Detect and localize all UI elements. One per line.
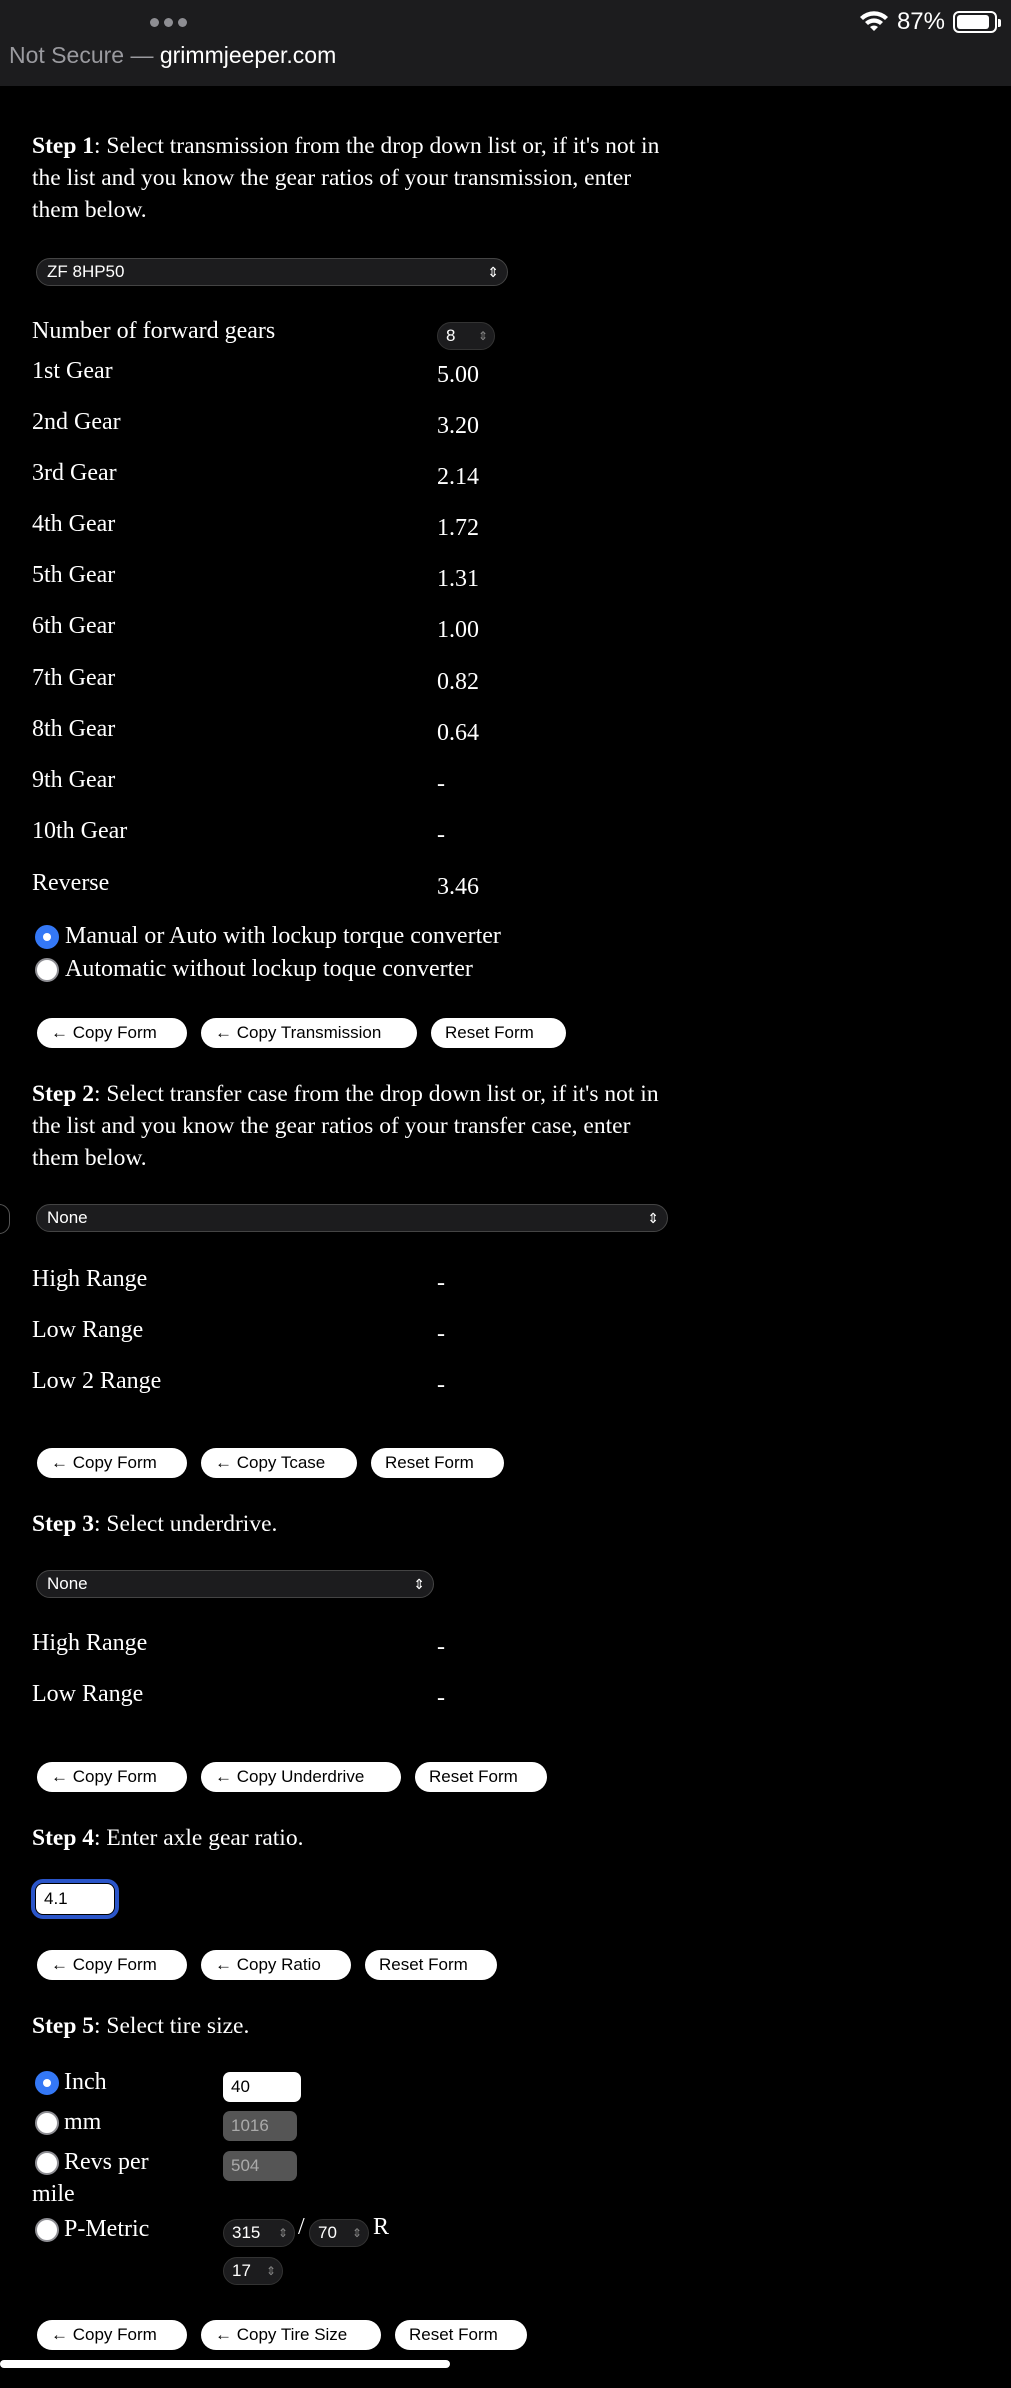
gear-5-label: 5th Gear bbox=[32, 562, 116, 588]
select-chevron-icon: ⇕ bbox=[265, 2264, 276, 2278]
pmetric-r-label: R bbox=[373, 2214, 390, 2240]
home-indicator bbox=[0, 2360, 450, 2368]
forward-gears-label: Number of forward gears bbox=[32, 318, 276, 344]
battery-percent: 87% bbox=[896, 8, 945, 35]
reverse-value[interactable]: 3.46 bbox=[437, 874, 479, 900]
lockup-radio-label: Manual or Auto with lockup torque converter bbox=[65, 923, 501, 949]
select-chevron-icon: ⇕ bbox=[477, 329, 488, 343]
step1-heading: Step 1 bbox=[32, 133, 95, 159]
gear-4-value[interactable]: 1.72 bbox=[437, 515, 479, 541]
no-lockup-radio[interactable] bbox=[35, 958, 59, 982]
inch-radio[interactable] bbox=[35, 2071, 59, 2095]
reverse-label: Reverse bbox=[32, 870, 110, 896]
step1-text: : Select transmission from the drop down list or, if it's not in the list and you know the gear ratios of your transmission, enter them below. bbox=[32, 133, 660, 223]
step2-text: : Select transfer case from the drop down list or, if it's not in the list and you know the gear ratios of your transfer case, enter them below. bbox=[32, 1081, 659, 1171]
axle-ratio-input[interactable]: 4.1 bbox=[36, 1884, 114, 1914]
pmetric-width-select[interactable] bbox=[223, 2219, 295, 2247]
gear-3-label: 3rd Gear bbox=[32, 460, 117, 486]
gear-10-label: 10th Gear bbox=[32, 818, 128, 844]
pmetric-aspect-value: 70 bbox=[318, 2223, 337, 2242]
pmetric-label: P-Metric bbox=[64, 2216, 150, 2242]
gear-4-label: 4th Gear bbox=[32, 511, 116, 537]
revs-input[interactable]: 504 bbox=[223, 2151, 297, 2181]
revs-label: Revs per bbox=[64, 2149, 149, 2175]
tcase-high-label: High Range bbox=[32, 1266, 148, 1292]
wifi-icon bbox=[859, 11, 889, 33]
underdrive-select-value: None bbox=[47, 1574, 88, 1593]
pmetric-aspect-select[interactable] bbox=[309, 2219, 369, 2247]
pmetric-slash: / bbox=[298, 2214, 305, 2240]
lockup-radio[interactable] bbox=[35, 925, 59, 949]
underdrive-high-label: High Range bbox=[32, 1630, 148, 1656]
select-chevron-icon: ⇕ bbox=[647, 1210, 659, 1226]
step4-copy-form-button[interactable]: ← Copy Form bbox=[37, 1950, 187, 1980]
tcase-low-label: Low Range bbox=[32, 1317, 144, 1343]
gear-3-value[interactable]: 2.14 bbox=[437, 464, 479, 490]
select-chevron-icon: ⇕ bbox=[277, 2226, 288, 2240]
gear-10-value[interactable]: - bbox=[437, 822, 445, 848]
copy-underdrive-button[interactable]: ← Copy Underdrive bbox=[201, 1762, 401, 1792]
underdrive-high-value[interactable]: - bbox=[437, 1634, 445, 1660]
browser-status-bar bbox=[0, 0, 1011, 86]
step5-reset-form-button[interactable]: Reset Form bbox=[395, 2320, 527, 2350]
tcase-low-value[interactable]: - bbox=[437, 1321, 445, 1347]
step5-text: : Select tire size. bbox=[94, 2013, 250, 2039]
step4-text: : Enter axle gear ratio. bbox=[94, 1825, 304, 1851]
gear-9-value[interactable]: - bbox=[437, 771, 445, 797]
tcase-low2-value[interactable]: - bbox=[437, 1372, 445, 1398]
domain-label: grimmjeeper.com bbox=[159, 42, 337, 68]
pmetric-rim-value: 17 bbox=[232, 2261, 251, 2280]
tcase-low2-label: Low 2 Range bbox=[32, 1368, 162, 1394]
step4-reset-form-button[interactable]: Reset Form bbox=[365, 1950, 497, 1980]
gear-7-value[interactable]: 0.82 bbox=[437, 669, 479, 695]
step5-copy-form-button[interactable]: ← Copy Form bbox=[37, 2320, 187, 2350]
step3-heading: Step 3 bbox=[32, 1511, 95, 1537]
step3-reset-form-button[interactable]: Reset Form bbox=[415, 1762, 547, 1792]
pmetric-radio[interactable] bbox=[35, 2218, 59, 2242]
gear-6-label: 6th Gear bbox=[32, 613, 116, 639]
step4-heading: Step 4 bbox=[32, 1825, 95, 1851]
transmission-select-value: ZF 8HP50 bbox=[47, 262, 125, 281]
transfer-case-select-value: None bbox=[47, 1208, 88, 1227]
step5-instructions bbox=[32, 2010, 672, 2042]
gear-9-label: 9th Gear bbox=[32, 767, 116, 793]
gear-2-value[interactable]: 3.20 bbox=[437, 413, 479, 439]
step4-instructions bbox=[32, 1822, 672, 1854]
step1-instructions bbox=[32, 130, 672, 226]
select-chevron-icon: ⇕ bbox=[413, 1576, 425, 1592]
no-lockup-radio-label: Automatic without lockup toque converter bbox=[65, 956, 473, 982]
revs-radio[interactable] bbox=[35, 2151, 59, 2175]
system-status bbox=[859, 8, 997, 36]
security-label: Not Secure — bbox=[9, 42, 154, 68]
select-chevron-icon: ⇕ bbox=[487, 264, 499, 280]
step3-instructions bbox=[32, 1508, 672, 1540]
inch-label: Inch bbox=[64, 2069, 107, 2095]
underdrive-low-label: Low Range bbox=[32, 1681, 144, 1707]
step3-text: : Select underdrive. bbox=[94, 1511, 278, 1537]
step2-instructions bbox=[32, 1078, 672, 1174]
gear-2-label: 2nd Gear bbox=[32, 409, 121, 435]
transmission-select[interactable] bbox=[36, 258, 508, 286]
gear-7-label: 7th Gear bbox=[32, 665, 116, 691]
copy-ratio-button[interactable]: ← Copy Ratio bbox=[201, 1950, 351, 1980]
transfer-case-select[interactable] bbox=[36, 1204, 668, 1232]
mm-input[interactable]: 1016 bbox=[223, 2111, 297, 2141]
gear-6-value[interactable]: 1.00 bbox=[437, 617, 479, 643]
step2-copy-form-button[interactable]: ← Copy Form bbox=[37, 1448, 187, 1478]
underdrive-select[interactable] bbox=[36, 1570, 434, 1598]
pmetric-rim-select[interactable] bbox=[223, 2257, 283, 2285]
gear-1-label: 1st Gear bbox=[32, 358, 113, 384]
copy-tire-size-button[interactable]: ← Copy Tire Size bbox=[201, 2320, 381, 2350]
underdrive-low-value[interactable]: - bbox=[437, 1685, 445, 1711]
step1-reset-form-button[interactable]: Reset Form bbox=[431, 1018, 566, 1048]
tcase-high-value[interactable]: - bbox=[437, 1270, 445, 1296]
step2-reset-form-button[interactable]: Reset Form bbox=[371, 1448, 504, 1478]
forward-gears-select[interactable] bbox=[437, 322, 495, 350]
gear-8-label: 8th Gear bbox=[32, 716, 116, 742]
mm-radio[interactable] bbox=[35, 2111, 59, 2135]
gear-8-value[interactable]: 0.64 bbox=[437, 720, 479, 746]
gear-1-value[interactable]: 5.00 bbox=[437, 362, 479, 388]
battery-icon bbox=[953, 11, 997, 33]
gear-5-value[interactable]: 1.31 bbox=[437, 566, 479, 592]
copy-transmission-button[interactable]: ← Copy Transmission bbox=[201, 1018, 417, 1048]
offscreen-select-edge[interactable] bbox=[0, 1204, 10, 1234]
revs-label-line2: mile bbox=[32, 2181, 75, 2207]
step1-copy-form-button[interactable]: ← Copy Form bbox=[37, 1018, 187, 1048]
step2-heading: Step 2 bbox=[32, 1081, 95, 1107]
forward-gears-value: 8 bbox=[446, 326, 456, 345]
pmetric-width-value: 315 bbox=[232, 2223, 261, 2242]
address-bar[interactable] bbox=[9, 42, 336, 69]
mm-label: mm bbox=[64, 2109, 102, 2135]
copy-tcase-button[interactable]: ← Copy Tcase bbox=[201, 1448, 357, 1478]
select-chevron-icon: ⇕ bbox=[351, 2226, 362, 2240]
inch-input[interactable]: 40 bbox=[223, 2072, 301, 2102]
step5-heading: Step 5 bbox=[32, 2013, 95, 2039]
more-dots-icon[interactable] bbox=[150, 14, 200, 30]
step3-copy-form-button[interactable]: ← Copy Form bbox=[37, 1762, 187, 1792]
